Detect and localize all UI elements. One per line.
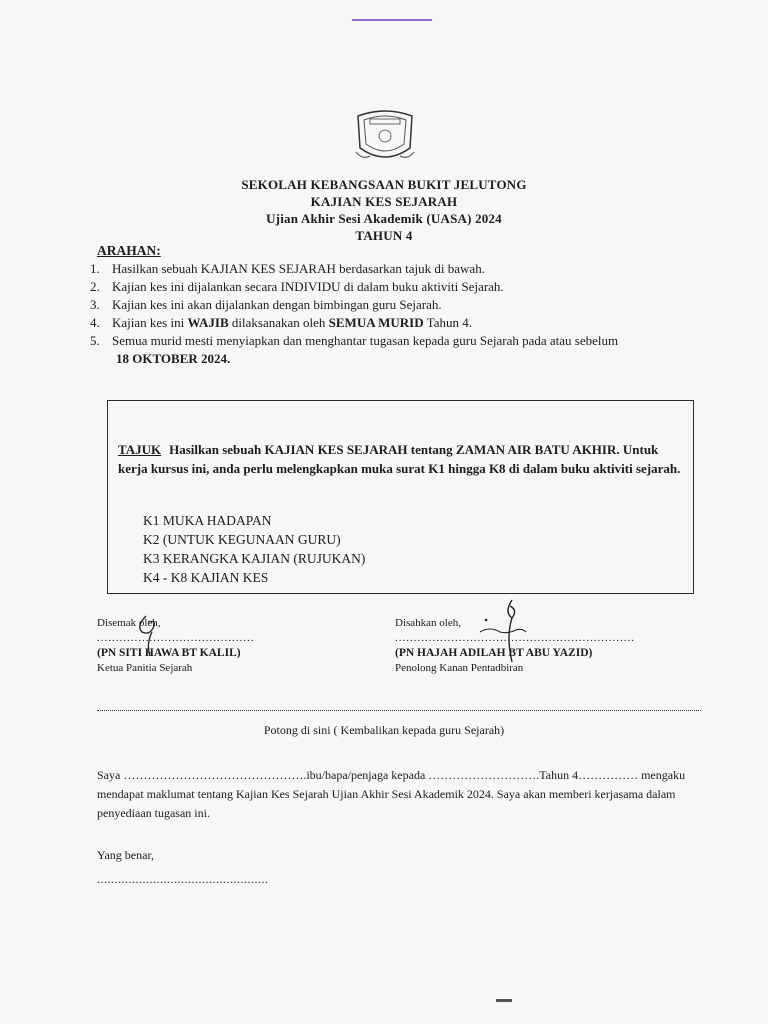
instruction-item [90, 332, 700, 368]
instruction-item [90, 296, 700, 314]
topic-label: TAJUK [118, 442, 162, 457]
signature-left-role: Ketua Panitia Sejarah [97, 662, 193, 674]
item-text-c: dilaksanakan oleh [228, 315, 329, 330]
instruction-item [90, 314, 700, 332]
signature-right-name: (PN HAJAH ADILAH BT ABU YAZID) [395, 647, 593, 659]
item-text: Hasilkan sebuah KAJIAN KES SEJARAH berdasarkan tajuk di bawah. [112, 261, 485, 276]
page-list-item: K4 - K8 KAJIAN KES [143, 570, 269, 585]
item-emphasis-semua-murid: SEMUA MURID [328, 315, 424, 330]
parent-signature-line: ................................................. [97, 872, 269, 886]
instructions-title: ARAHAN: [97, 243, 161, 258]
page-list [143, 511, 365, 587]
deadline-date: 18 OKTOBER 2024. [116, 351, 231, 366]
cut-line [97, 710, 701, 711]
document-subject: KAJIAN KES SEJARAH [310, 194, 458, 209]
closing-text: Yang benar, [97, 848, 154, 862]
handwritten-signature-right [476, 596, 536, 671]
item-number: 3. [90, 297, 100, 312]
instructions-list [90, 260, 700, 368]
page-list-item: K3 KERANGKA KAJIAN (RUJUKAN) [143, 551, 366, 566]
item-emphasis-wajib: WAJIB [187, 315, 229, 330]
page-list-item: K1 MUKA HADAPAN [143, 513, 272, 528]
signature-right-label: Disahkan oleh, [395, 617, 461, 629]
topic-text [118, 440, 690, 478]
signature-right-role: Penolong Kanan Pentadbiran [395, 662, 524, 674]
item-number: 4. [90, 315, 100, 330]
item-number: 2. [90, 279, 100, 294]
year-level: TAHUN 4 [355, 228, 413, 243]
signature-left-line: .......................................... [97, 632, 255, 644]
school-name: SEKOLAH KEBANGSAAN BUKIT JELUTONG [241, 177, 527, 192]
signature-left [97, 616, 255, 676]
exam-name: Ujian Akhir Sesi Akademik (UASA) 2024 [266, 211, 502, 226]
signature-left-name: (PN SITI HAWA BT KALIL) [97, 647, 241, 659]
topic-description: Hasilkan sebuah KAJIAN KES SEJARAH tentang ZAMAN AIR BATU AKHIR. Untuk kerja kursus ini, anda perlu melengkapkan muka surat K1 hingga K8 di dalam buku aktiviti sejarah. [118, 442, 681, 476]
instruction-item [90, 278, 700, 296]
item-number: 1. [90, 261, 100, 276]
signature-right-line: ................................................................ [395, 632, 635, 644]
handwritten-signature-left [132, 612, 172, 663]
cut-instruction: Potong di sini ( Kembalikan kepada guru Sejarah) [263, 723, 505, 737]
signature-left-label: Disemak oleh, [97, 617, 161, 629]
page-list-item: K2 (UNTUK KEGUNAAN GURU) [143, 532, 341, 547]
item-text: Semua murid mesti menyiapkan dan menghantar tugasan kepada guru Sejarah pada atau sebelum [112, 333, 619, 348]
scan-mark [496, 999, 512, 1002]
item-number: 5. [90, 333, 100, 348]
school-crest-logo [352, 108, 418, 164]
instruction-item [90, 260, 700, 278]
item-text: Kajian kes ini dijalankan secara INDIVIDU di dalam buku aktiviti Sejarah. [112, 279, 504, 294]
item-text-e: Tahun 4. [423, 315, 472, 330]
top-accent-line [352, 19, 432, 21]
item-text-a: Kajian kes ini [112, 315, 188, 330]
parent-acknowledgement: Saya ……………………………………….ibu/bapa/penjaga kepada ……………………….Tahun 4…………… mengaku mendapat maklumat tentang Kajian Kes Sejarah Ujian Akhir Sesi Akademik 2024. Saya akan memberi kerjasama dalam penyediaan tugasan ini. [97, 768, 686, 820]
item-text: Kajian kes ini akan dijalankan dengan bimbingan guru Sejarah. [112, 297, 442, 312]
